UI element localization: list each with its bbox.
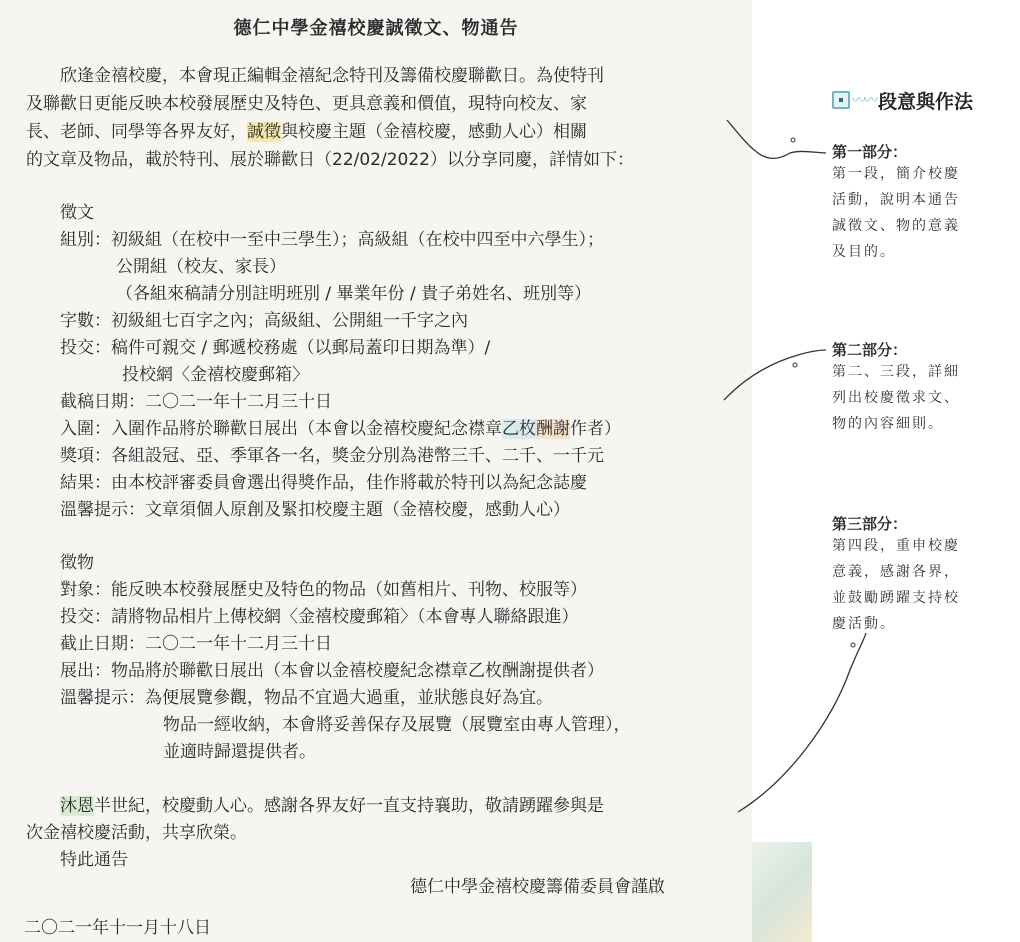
items-line: 物品一經收納，本會將妥善保存及展覽（展覽室由專人管理）， bbox=[163, 715, 631, 735]
items-line: 對象：能反映本校發展歷史及特色的物品（如舊相片、刊物、校服等） bbox=[60, 580, 587, 600]
essay-line: 結果：由本校評審委員會選出得獎作品，佳作將載於特刊以為紀念誌慶 bbox=[60, 473, 587, 493]
essay-line: 截稿日期：二〇二一年十二月三十日 bbox=[60, 392, 332, 412]
essay-line: 獎項：各組設冠、亞、季軍各一名，獎金分別為港幣三千、二千、一千元 bbox=[60, 446, 604, 466]
notice-title: 德仁中學金禧校慶誠徵文、物通告 bbox=[233, 18, 519, 39]
note-title: 第一部分： bbox=[832, 143, 908, 161]
connector-dot bbox=[793, 363, 797, 367]
items-heading: 徵物 bbox=[60, 553, 94, 573]
essay-line: 投交：稿件可親交 / 郵遞校務處（以郵局蓋印日期為準）/ bbox=[60, 338, 491, 358]
essay-line: （各組來稿請分別註明班別 / 畢業年份 / 貴子弟姓名、班別等） bbox=[116, 284, 592, 304]
essay-line: 組別：初級組（在校中一至中三學生）；高級組（在校中四至中六學生）； bbox=[60, 230, 604, 250]
sidebar-title: 段意與作法 bbox=[878, 90, 974, 113]
note-body: 第二、三段，詳細 列出校慶徵求文、 物的內容細則。 bbox=[832, 364, 960, 432]
intro-line: 長、老師、同學等各界友好，誠徵與校慶主題（金禧校慶，感動人心）相關 bbox=[26, 122, 587, 142]
connector-dot bbox=[791, 138, 795, 142]
essay-heading: 徵文 bbox=[60, 203, 94, 223]
highlight-phrase: 沐恩 bbox=[60, 796, 94, 816]
items-line: 展出：物品將於聯歡日展出（本會以金禧校慶紀念襟章乙枚酬謝提供者） bbox=[60, 661, 604, 681]
essay-line: 公開組（校友、家長） bbox=[116, 257, 286, 277]
items-line: 截止日期：二〇二一年十二月三十日 bbox=[60, 634, 332, 654]
note-body: 第一段，簡介校慶 活動，說明本通告 誠徵文、物的意義 及目的。 bbox=[832, 166, 960, 260]
connector-dot bbox=[851, 643, 855, 647]
note-title: 第二部分： bbox=[832, 341, 908, 359]
intro-line: 及聯歡日更能反映本校發展歷史及特色、更具意義和價值，現特向校友、家 bbox=[26, 94, 587, 114]
note-title: 第三部分： bbox=[832, 515, 908, 533]
essay-line: 投校網〈金禧校慶郵箱〉 bbox=[122, 365, 309, 385]
announce-text: 特此通告 bbox=[60, 850, 128, 870]
notice-date: 二〇二一年十一月十八日 bbox=[24, 918, 211, 938]
signature: 德仁中學金禧校慶籌備委員會謹啟 bbox=[410, 877, 665, 897]
note-body: 第四段，重申校慶 意義，感謝各界， 並鼓勵踴躍支持校 慶活動。 bbox=[832, 538, 960, 632]
wave-decoration: 〰〰 bbox=[852, 93, 876, 109]
intro-line: 欣逢金禧校慶，本會現正編輯金禧紀念特刊及籌備校慶聯歡日。為使特刊 bbox=[60, 66, 604, 86]
highlight-phrase: 誠徵 bbox=[247, 122, 281, 142]
essay-line: 字數：初級組七百字之內；高級組、公開組一千字之內 bbox=[60, 311, 468, 331]
highlight-phrase: 乙枚 bbox=[502, 419, 536, 439]
items-line: 並適時歸還提供者。 bbox=[163, 742, 316, 762]
essay-line: 溫馨提示：文章須個人原創及緊扣校慶主題（金禧校慶，感動人心） bbox=[60, 500, 570, 520]
closing-line: 次金禧校慶活動，共享欣榮。 bbox=[26, 823, 247, 843]
connector-line-part2 bbox=[724, 350, 826, 400]
essay-line: 入圍：入圍作品將於聯歡日展出（本會以金禧校慶紀念襟章乙枚酬謝作者） bbox=[60, 419, 621, 439]
connector-line-part3 bbox=[738, 633, 866, 812]
items-line: 溫馨提示：為便展覽參觀，物品不宜過大過重，並狀態良好為宜。 bbox=[60, 688, 553, 708]
closing-line: 沐恩半世紀，校慶動人心。感謝各界友好一直支持襄助，敬請踴躍參與是 bbox=[60, 796, 604, 816]
highlight-phrase: 酬謝 bbox=[536, 419, 570, 439]
intro-line: 的文章及物品，載於特刊、展於聯歡日（22/02/2022）以分享同慶，詳情如下： bbox=[26, 150, 634, 170]
items-line: 投交：請將物品相片上傳校網〈金禧校慶郵箱〉（本會專人聯絡跟進） bbox=[60, 607, 579, 627]
connector-line-part1 bbox=[727, 120, 826, 158]
